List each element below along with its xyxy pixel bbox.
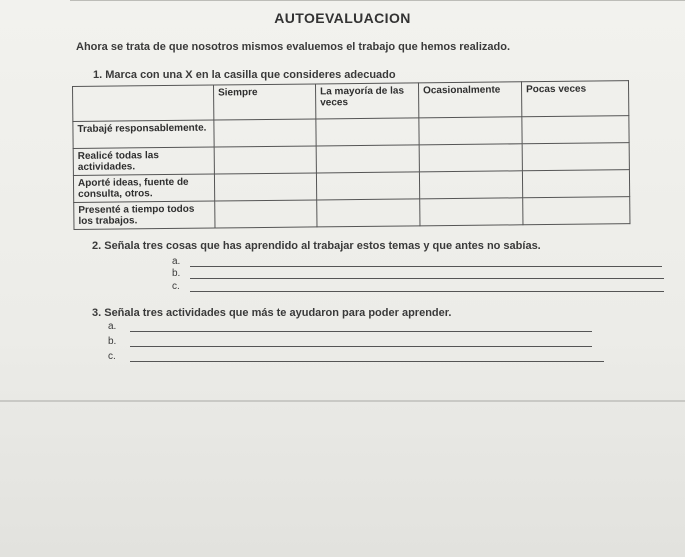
table-cell[interactable] bbox=[419, 171, 522, 199]
top-edge-line bbox=[70, 0, 685, 1]
table-row bbox=[74, 197, 630, 230]
table-header-pocas-veces: Pocas veces bbox=[521, 81, 628, 117]
question-2: 2. Señala tres cosas que has aprendido al trabajar estos temas y que antes no sabías. bbox=[92, 240, 541, 252]
q2-answer-line-b[interactable] bbox=[190, 278, 664, 279]
table-cell[interactable] bbox=[214, 146, 316, 174]
table-header-blank bbox=[73, 85, 214, 121]
table-cell[interactable] bbox=[316, 145, 419, 173]
q3-answer-line-a[interactable] bbox=[130, 331, 592, 332]
table-cell[interactable] bbox=[523, 197, 630, 225]
table-row-label: Trabajé responsablemente. bbox=[73, 120, 214, 148]
table-cell[interactable] bbox=[316, 172, 419, 200]
table-cell[interactable] bbox=[214, 119, 316, 147]
q3-option-c: c. bbox=[108, 351, 116, 362]
question-3: 3. Señala tres actividades que más te ayudaron para poder aprender. bbox=[92, 307, 452, 319]
q3-option-b: b. bbox=[108, 336, 117, 347]
q2-answer-line-a[interactable] bbox=[190, 266, 662, 267]
table-cell[interactable] bbox=[316, 118, 419, 146]
paper-fold-line bbox=[0, 400, 685, 402]
table-cell[interactable] bbox=[214, 173, 316, 201]
table-header-siempre: Siempre bbox=[213, 84, 315, 120]
table-cell[interactable] bbox=[317, 199, 420, 227]
q2-option-a: a. bbox=[172, 256, 181, 267]
q2-option-c: c. bbox=[172, 281, 180, 292]
table-header-row bbox=[73, 81, 629, 122]
q3-option-a: a. bbox=[108, 321, 117, 332]
q2-option-b: b. bbox=[172, 268, 181, 279]
table-cell[interactable] bbox=[522, 143, 629, 171]
q3-answer-line-c[interactable] bbox=[130, 361, 604, 362]
table-cell[interactable] bbox=[419, 144, 522, 172]
self-evaluation-table bbox=[72, 80, 630, 230]
table-cell[interactable] bbox=[522, 170, 629, 198]
table-header-ocasionalmente: Ocasionalmente bbox=[418, 82, 521, 118]
table-row-label: Aporté ideas, fuente de consulta, otros. bbox=[73, 174, 214, 202]
intro-text: Ahora se trata de que nosotros mismos evaluemos el trabajo que hemos realizado. bbox=[76, 41, 511, 53]
q3-answer-line-b[interactable] bbox=[130, 346, 592, 347]
q2-answer-line-c[interactable] bbox=[190, 291, 664, 292]
table-cell[interactable] bbox=[420, 198, 523, 226]
table-cell[interactable] bbox=[419, 117, 522, 145]
question-1: 1. Marca con una X en la casilla que consideres adecuado bbox=[93, 69, 396, 81]
table-row-label: Realicé todas las actividades. bbox=[73, 147, 214, 175]
table-row-label: Presenté a tiempo todos los trabajos. bbox=[74, 201, 215, 229]
table-cell[interactable] bbox=[522, 116, 629, 144]
page-title: AUTOEVALUACION bbox=[274, 10, 411, 26]
table-header-mayoria: La mayoría de las veces bbox=[315, 83, 418, 119]
table-cell[interactable] bbox=[215, 200, 317, 228]
